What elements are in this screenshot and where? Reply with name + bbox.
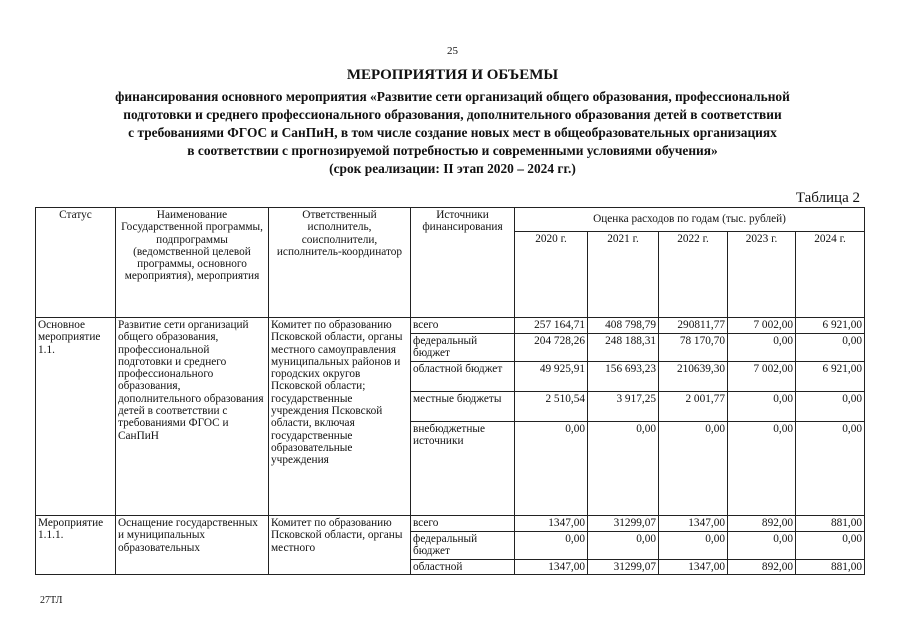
cell-value: 0,00 [728, 392, 796, 422]
header-status: Статус [36, 208, 116, 318]
cell-value: 7 002,00 [728, 318, 796, 334]
cell-value: 0,00 [515, 422, 588, 516]
cell-value: 31299,07 [588, 560, 659, 575]
cell-value: 49 925,91 [515, 362, 588, 392]
cell-value: 881,00 [796, 516, 865, 532]
cell-value: 892,00 [728, 560, 796, 575]
cell-value: 0,00 [796, 422, 865, 516]
row-responsible: Комитет по образованию Псковской области, органы местного самоуправления муниципальных районов и городских округов Псковской области; государственные учреждения Псковской области, включая государственные образовательные учреждения [269, 318, 411, 516]
header-name: Наименование Государственной программы, подпрограммы (ведомственной целевой программы, основного мероприятия), мероприятия [116, 208, 269, 318]
table-label: Таблица 2 [795, 190, 860, 206]
cell-value: 881,00 [796, 560, 865, 575]
row-responsible: Комитет по образованию Псковской области, органы местного [269, 516, 411, 575]
subtitle-line: (срок реализации: II этап 2020 – 2024 гг.) [329, 161, 576, 176]
row-source: местные бюджеты [411, 392, 515, 422]
header-responsible: Ответственный исполнитель, соисполнители, исполнитель-координатор [269, 208, 411, 318]
cell-value: 1347,00 [515, 560, 588, 575]
subtitle-line: в соответствии с прогнозируемой потребностью и современными условиями обучения» [187, 143, 718, 158]
subtitle-line: с требованиями ФГОС и СанПиН, в том числе создание новых мест в общеобразовательных организациях [128, 125, 777, 140]
cell-value: 0,00 [796, 392, 865, 422]
page-number: 25 [447, 45, 458, 57]
cell-value: 156 693,23 [588, 362, 659, 392]
cell-value: 1347,00 [659, 516, 728, 532]
row-name: Развитие сети организаций общего образования, профессиональной подготовки и среднего профессионального образования, дополнительного образования детей в соответствии с требованиями ФГОС и СанПиН [116, 318, 269, 516]
header-sources: Источники финансирования [411, 208, 515, 318]
cell-value: 31299,07 [588, 516, 659, 532]
header-year: 2022 г. [659, 232, 728, 318]
row-source: федеральный бюджет [411, 334, 515, 362]
cell-value: 3 917,25 [588, 392, 659, 422]
subtitle-line: финансирования основного мероприятия «Развитие сети организаций общего образования, профессиональной [115, 89, 790, 104]
cell-value: 2 001,77 [659, 392, 728, 422]
cell-value: 204 728,26 [515, 334, 588, 362]
header-costs: Оценка расходов по годам (тыс. рублей) [515, 208, 865, 232]
cell-value: 78 170,70 [659, 334, 728, 362]
header-year: 2021 г. [588, 232, 659, 318]
cell-value: 1347,00 [515, 516, 588, 532]
cell-value: 892,00 [728, 516, 796, 532]
header-year: 2020 г. [515, 232, 588, 318]
cell-value: 257 164,71 [515, 318, 588, 334]
cell-value: 290811,77 [659, 318, 728, 334]
cell-value: 0,00 [588, 422, 659, 516]
cell-value: 6 921,00 [796, 318, 865, 334]
cell-value: 7 002,00 [728, 362, 796, 392]
cell-value: 2 510,54 [515, 392, 588, 422]
cell-value: 210639,30 [659, 362, 728, 392]
row-source: областной [411, 560, 515, 575]
cell-value: 1347,00 [659, 560, 728, 575]
row-status: Основное мероприятие 1.1. [36, 318, 116, 516]
document-subtitle [40, 88, 865, 178]
row-source: всего [411, 516, 515, 532]
cell-value: 0,00 [659, 422, 728, 516]
row-name: Оснащение государственных и муниципальных образовательных [116, 516, 269, 575]
footer-code: 27ТЛ [40, 595, 63, 606]
cell-value: 6 921,00 [796, 362, 865, 392]
row-status: Мероприятие 1.1.1. [36, 516, 116, 575]
document-title: МЕРОПРИЯТИЯ И ОБЪЕМЫ [346, 67, 559, 83]
header-year: 2024 г. [796, 232, 865, 318]
cell-value: 0,00 [796, 334, 865, 362]
cell-value: 408 798,79 [588, 318, 659, 334]
cell-value: 0,00 [515, 532, 588, 560]
table-row [36, 318, 865, 334]
cell-value: 0,00 [796, 532, 865, 560]
cell-value: 248 188,31 [588, 334, 659, 362]
row-source: федеральный бюджет [411, 532, 515, 560]
financing-table [35, 207, 865, 575]
cell-value: 0,00 [659, 532, 728, 560]
cell-value: 0,00 [728, 422, 796, 516]
cell-value: 0,00 [728, 532, 796, 560]
row-source: областной бюджет [411, 362, 515, 392]
row-source: внебюджетные источники [411, 422, 515, 516]
cell-value: 0,00 [728, 334, 796, 362]
table-row [36, 516, 865, 532]
row-source: всего [411, 318, 515, 334]
header-year: 2023 г. [728, 232, 796, 318]
subtitle-line: подготовки и среднего профессионального образования, дополнительного образования детей в соответствии [123, 107, 782, 122]
cell-value: 0,00 [588, 532, 659, 560]
